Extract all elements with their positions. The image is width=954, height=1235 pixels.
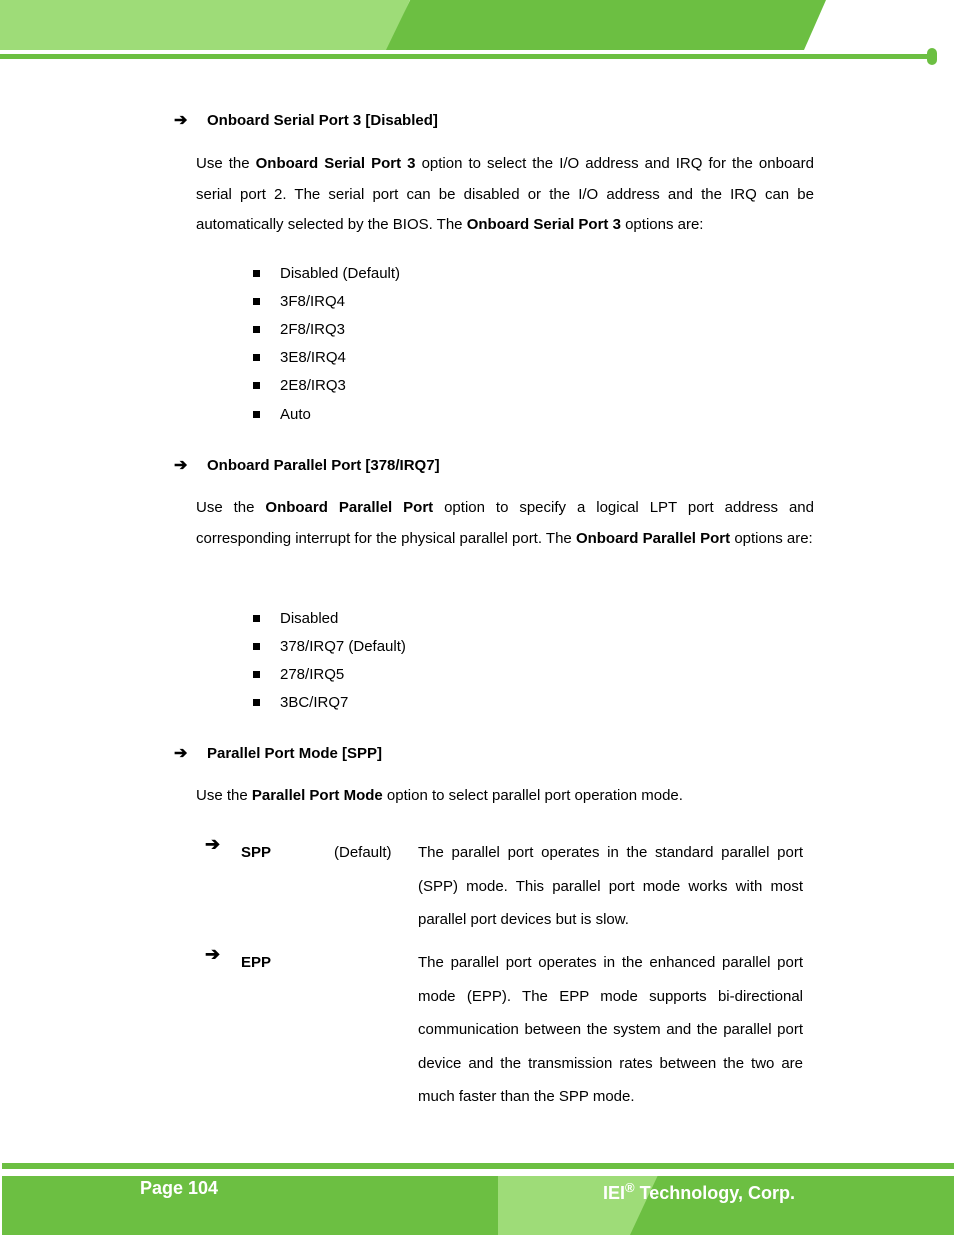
section-paragraph: Use the Onboard Parallel Port option to specify a logical LPT port address and corresponding interrupt for the physical parallel port. The Onboard Parallel Port options are: — [196, 499, 814, 547]
company-brand: IEI® Technology, Corp. — [603, 1180, 795, 1203]
header-rule — [0, 54, 934, 59]
list-item: Disabled (Default) — [280, 265, 400, 282]
mode-default-tag: (Default) — [334, 844, 392, 861]
list-item: 378/IRQ7 (Default) — [280, 638, 406, 655]
section-heading: Onboard Parallel Port [378/IRQ7] — [207, 457, 440, 474]
right-arrow-icon: ➔ — [205, 944, 221, 964]
list-item: Auto — [280, 406, 311, 423]
section-heading: Onboard Serial Port 3 [Disabled] — [207, 112, 438, 129]
footer-band-left — [2, 1176, 512, 1235]
square-bullet-icon — [253, 270, 260, 277]
square-bullet-icon — [253, 615, 260, 622]
square-bullet-icon — [253, 643, 260, 650]
square-bullet-icon — [253, 298, 260, 305]
right-arrow-icon: ➔ — [174, 745, 188, 762]
section-heading: Parallel Port Mode [SPP] — [207, 745, 383, 762]
list-item: Disabled — [280, 610, 338, 627]
mode-term: EPP — [241, 954, 272, 971]
list-item: 3F8/IRQ4 — [280, 293, 345, 310]
mode-term: SPP — [241, 844, 272, 861]
right-arrow-icon: ➔ — [205, 834, 221, 854]
header-band-dark — [386, 0, 826, 50]
list-item: 3BC/IRQ7 — [280, 694, 348, 711]
square-bullet-icon — [253, 411, 260, 418]
mode-description: The parallel port operates in the standard parallel port (SPP) mode. This parallel port mode works with most parallel port devices but is slow. — [418, 844, 803, 928]
section-paragraph: Use the Parallel Port Mode option to select parallel port operation mode. — [196, 787, 683, 804]
square-bullet-icon — [253, 354, 260, 361]
list-item: 278/IRQ5 — [280, 666, 344, 683]
list-item: 2E8/IRQ3 — [280, 377, 346, 394]
list-item: 3E8/IRQ4 — [280, 349, 346, 366]
square-bullet-icon — [253, 671, 260, 678]
right-arrow-icon: ➔ — [174, 457, 188, 474]
header-rule-cap — [927, 48, 937, 65]
page-number: Page 104 — [140, 1178, 219, 1198]
square-bullet-icon — [253, 382, 260, 389]
square-bullet-icon — [253, 699, 260, 706]
square-bullet-icon — [253, 326, 260, 333]
section-paragraph: Use the Onboard Serial Port 3 option to select the I/O address and IRQ for the onboard serial port 2. The serial port can be disabled or the I/O address and the IRQ can be automatically selected by the BIOS. The Onboard Serial Port 3 options are: — [196, 155, 814, 233]
footer-rule — [2, 1163, 954, 1169]
header-band-light — [0, 0, 410, 50]
list-item: 2F8/IRQ3 — [280, 321, 345, 338]
right-arrow-icon: ➔ — [174, 112, 188, 129]
mode-description: The parallel port operates in the enhanced parallel port mode (EPP). The EPP mode supports bi-directional communication between the system and the parallel port device and the transmission rates between the two are much faster than the SPP mode. — [418, 954, 803, 1105]
